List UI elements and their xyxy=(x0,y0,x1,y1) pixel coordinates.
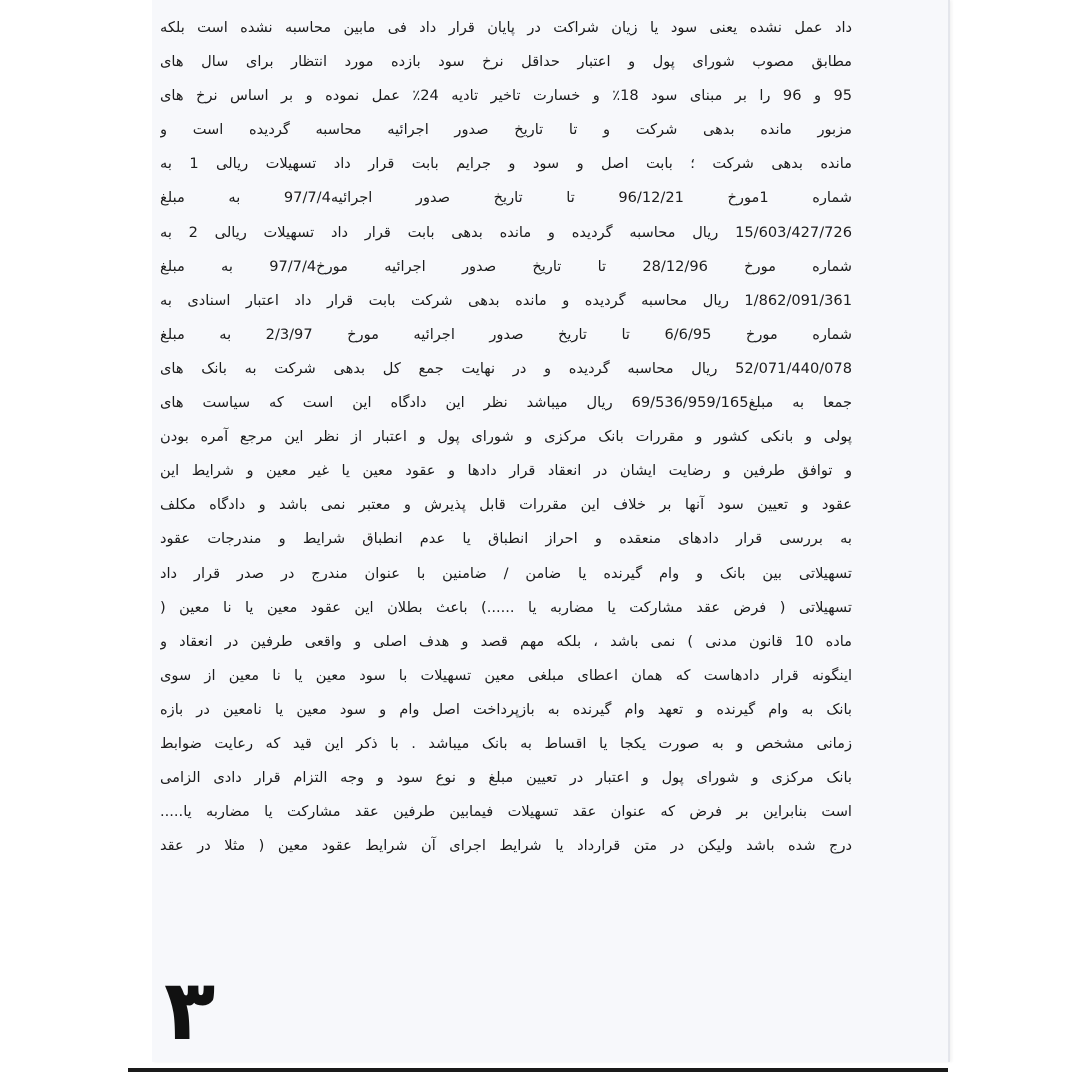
document-line: به بررسی قرار دادهای منعقده و احراز انطباق یا عدم انطباق شرایط و مندرجات عقود xyxy=(160,530,852,548)
document-line: و توافق طرفین و رضایت ایشان در انعقاد قرار دادها و عقود معین یا غیر معین و شرایط این xyxy=(160,462,852,480)
document-line: شماره 1مورخ 96/12/21 تا تاریخ صدور اجرائیه97/7/4 به مبلغ xyxy=(160,189,852,207)
document-line: 15/603/427/726 ریال محاسبه گردیده و مانده بدهی بابت قرار داد تسهیلات ریالی 2 به xyxy=(160,223,852,241)
document-line: درج شده باشد ولیکن در متن قرارداد یا شرایط اجرای آن شرایط عقود معین ( مثلا در عقد xyxy=(160,837,852,855)
document-line: 95 و 96 را بر مبنای سود 18٪ و خسارت تاخیر تادیه 24٪ عمل نموده و بر اساس نرخ های xyxy=(160,87,852,105)
document-line: داد عمل نشده یعنی سود یا زیان شراکت در پایان قرار داد فی مابین محاسبه نشده است بلکه xyxy=(160,19,852,36)
document-line: مطابق مصوب شورای پول و اعتبار حداقل نرخ سود بازده مورد انتظار برای سال های xyxy=(160,53,852,71)
page-number: ۳ xyxy=(164,961,216,1059)
document-line: پولی و بانکی کشور و مقررات بانک مرکزی و شورای پول و اعتبار از نظر این مرجع آمره بودن xyxy=(160,428,852,446)
document-line: بانک مرکزی و شورای پول و اعتبار در تعیین مبلغ و نوع سود و وجه التزام قرار دادی الزامی xyxy=(160,769,852,787)
document-body xyxy=(160,11,852,863)
document-line: شماره مورخ 6/6/95 تا تاریخ صدور اجرائیه مورخ 2/3/97 به مبلغ xyxy=(160,325,852,343)
document-line: اینگونه قرار دادهاست که همان اعطای مبلغی معین تسهیلات با سود معین یا نا معین از سوی xyxy=(160,666,852,684)
document-line: عقود و تعیین سود آنها بر خلاف این مقررات قابل پذیرش و معتبر نمی باشد و دادگاه مکلف xyxy=(160,496,852,514)
document-line: مزبور مانده بدهی شرکت و تا تاریخ صدور اجرائیه محاسبه گردیده است و xyxy=(160,121,852,139)
document-line: زمانی مشخص و به صورت یکجا یا اقساط به بانک میباشد . با ذکر این قید که رعایت ضوابط xyxy=(160,734,852,752)
document-line: جمعا به مبلغ69/536/959/165 ریال میباشد نظر این دادگاه این است که سیاست های xyxy=(160,394,852,412)
document-line: ماده 10 قانون مدنی ) نمی باشد ، بلکه مهم قصد و هدف اصلی و واقعی طرفین در انعقاد و xyxy=(160,632,852,650)
document-line: تسهیلاتی بین بانک و وام گیرنده یا ضامن / ضامنین با عنوان مندرج در صدر قرار داد xyxy=(160,564,852,582)
document-line: 1/862/091/361 ریال محاسبه گردیده و مانده بدهی شرکت بابت قرار داد اعتبار اسنادی به xyxy=(160,291,852,309)
document-line: تسهیلاتی ( فرض عقد مشارکت یا مضاربه یا ......) باعث بطلان این عقود معین یا نا معین ( xyxy=(160,598,852,616)
document-line: شماره مورخ 28/12/96 تا تاریخ صدور اجرائیه مورخ97/7/4 به مبلغ xyxy=(160,257,852,275)
page-bottom-rule xyxy=(128,1068,948,1072)
document-line: بانک به وام گیرنده و تعهد وام گیرنده به بازپرداخت اصل وام و سود معین یا نامعین در بازه xyxy=(160,700,852,718)
document-line: است بنابراین بر فرض که عنوان عقد تسهیلات فیمابین طرفین عقد مشارکت یا مضاربه یا..... xyxy=(160,803,852,821)
document-line: 52/071/440/078 ریال محاسبه گردیده و در نهایت جمع کل بدهی شرکت به بانک های xyxy=(160,359,852,377)
document-line: مانده بدهی شرکت ؛ بابت اصل و سود و جرایم بابت قرار داد تسهیلات ریالی 1 به xyxy=(160,155,852,173)
